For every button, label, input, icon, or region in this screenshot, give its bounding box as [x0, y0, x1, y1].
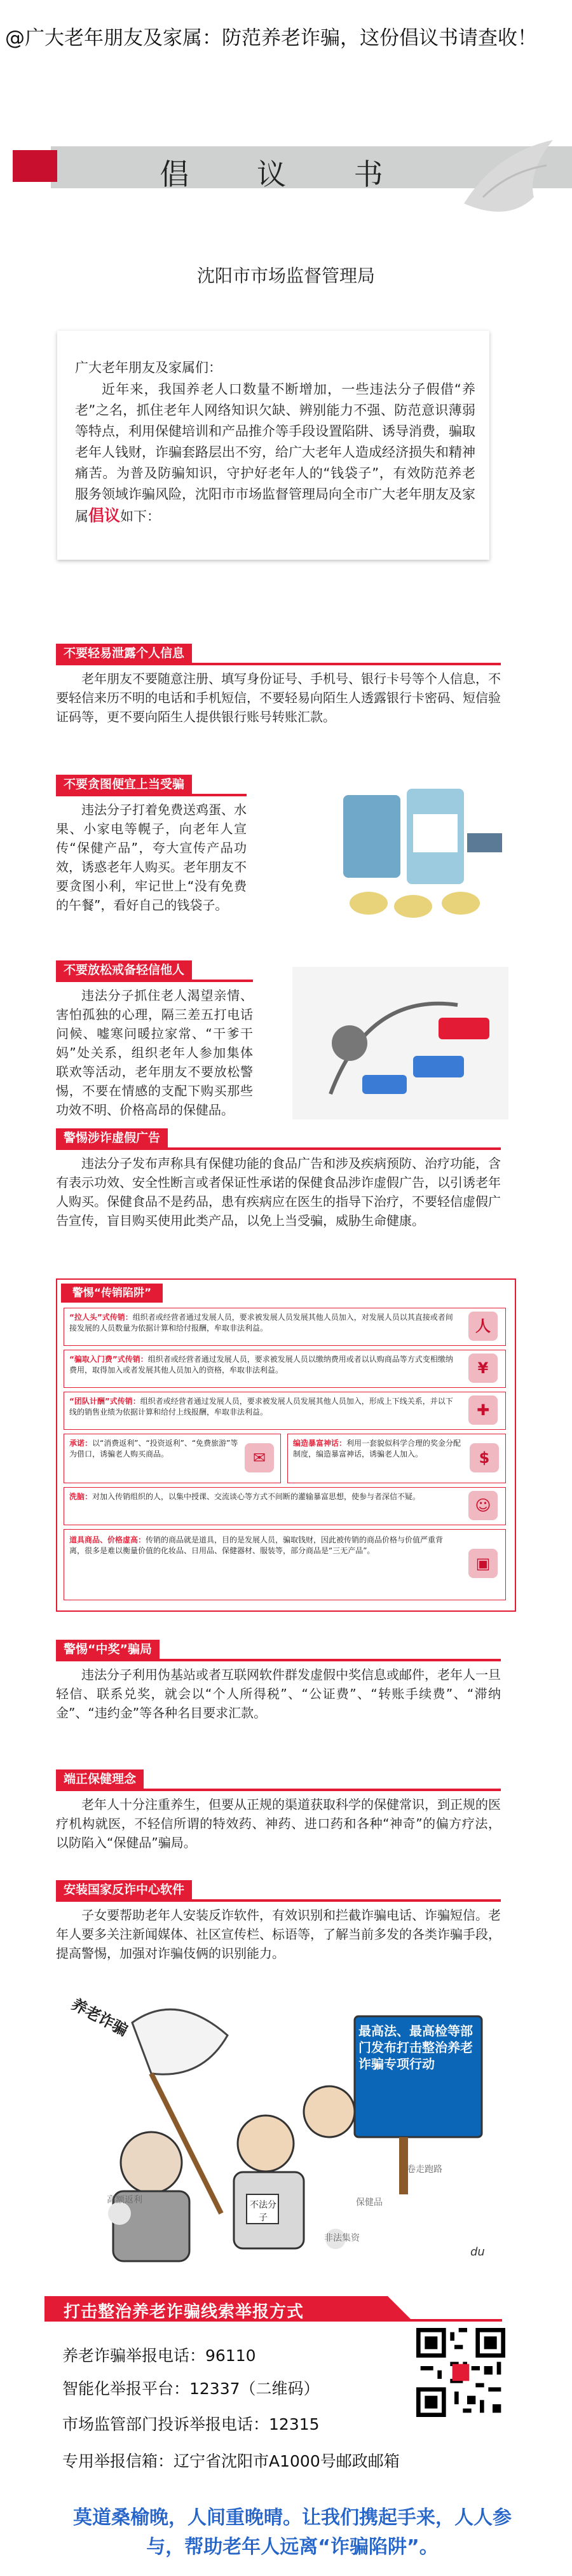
team-icon: ✚: [468, 1395, 498, 1425]
section-underline: [56, 663, 501, 665]
headline: @广大老年朋友及家属：防范养老诈骗，这份倡议书请查收！: [5, 27, 537, 50]
letter-body: 近年来，我国养老人口数量不断增加，一些违法分子假借“养老”之名，抓住老年人网络知识欠缺、辨别能力不强、防范意识薄弱等特点，利用保健培训和产品推介等手段设置陷阱、诱导消费，骗取老年人钱财，诈骗套路层出不穷，给广大老年人造成经济损失和精神痛苦。为普及防骗知识，守护好老年人的“钱袋子”，有效防范养老服务领域诈骗风险，沈阳市市场监督管理局向全市广大老年朋友及家属倡议如下：: [75, 382, 475, 525]
scam-item: “拉人头”式传销：组织者或经营者通过发展人员，要求被发展人员发展其他人员加入，对发展人员以其直接或者间接发展的人员数量为依据计算和给付报酬，牟取非法利益。 人: [64, 1308, 506, 1346]
scam-item: 编造暴富神话：利用一套貌似科学合理的奖金分配制度，编造暴富神话，诱骗老人加入。 $: [287, 1434, 506, 1483]
banner-dove-decoration: [458, 127, 559, 242]
qr-code-icon[interactable]: [416, 2328, 505, 2417]
report-phone: 养老诈骗举报电话：96110: [62, 2346, 256, 2365]
trap-illustration: [292, 967, 508, 1119]
bubble-label: 保健品: [356, 2198, 383, 2208]
section-title-app: 安装国家反诈中心软件: [56, 1880, 192, 1899]
section-underline: [56, 980, 253, 982]
section-text-app: 子女要帮助老年人安装反诈软件，有效识别和拦截诈骗电话、诈骗短信。老年人要多关注新闻媒体、社区宣传栏、标语等，了解当前多发的各类诈骗手段，提高警惕，加强对诈骗伎俩的识别能力。: [56, 1908, 501, 1961]
bubble-label: 非法集资: [324, 2233, 360, 2243]
letter-greeting: 广大老年朋友及家属们：: [75, 360, 222, 375]
person-icon: 人: [468, 1312, 498, 1341]
scam-item: 道具商品、价格虚高：传销的商品就是道具，目的是发展人员，骗取钱财，因此被传销的商品价格与价值严重背离，很多是难以衡量价值的化妆品、日用品、保健器材、服装等，部分商品是“三无产品”。 ▣: [64, 1529, 506, 1600]
section-text-health: 老年人十分注重养生，但要从正规的渠道获取科学的保健常识，到正规的医疗机构就医，不轻信所谓的特效药、神药、进口药和各种“神奇”的偏方疗法，以防陷入“保健品”骗局。: [56, 1797, 501, 1850]
section-title-trust: 不要放松戒备轻信他人: [56, 960, 192, 980]
section-title-freebies: 不要贪图便宜上当受骗: [56, 775, 192, 794]
scam-item: 承诺：以“消费返利”、“投资返利”、“免费旅游”等为借口，诱骗老人购买商品。 ✉: [64, 1434, 281, 1483]
issuer: 沈阳市市场监督管理局: [196, 265, 375, 286]
section-underline: [56, 794, 247, 796]
section-title-health: 端正保健理念: [56, 1769, 144, 1789]
letter-emphasis: 倡议: [88, 506, 121, 525]
dollar-icon: $: [470, 1443, 499, 1472]
report-title: 打击整治养老诈骗线索举报方式: [64, 2302, 304, 2322]
report-platform: 智能化举报平台：12337（二维码）: [62, 2379, 320, 2398]
closing-message: 莫道桑榆晚，人间重晚晴。让我们携起手来，人人参与，帮助老年人远离“诈骗陷阱”。: [73, 2507, 512, 2558]
section-underline: [56, 1659, 501, 1661]
scam-item: 洗脑：对加入传销组织的人，以集中授课、交流谈心等方式不间断的灌输暴富思想，使参与者深信不疑。 ☺: [64, 1487, 506, 1525]
section-underline: [56, 1789, 501, 1791]
report-market-phone: 市场监管部门投诉举报电话：12315: [62, 2415, 320, 2434]
scam-item: “团队计酬”式传销：组织者或经营者通过发展人员，要求被发展人员发展其他人员加入，形成上下线关系，并以下线的销售业绩为依据计算和给付上线报酬，牟取非法利益。 ✚: [64, 1392, 506, 1430]
supplement-illustration: [318, 776, 508, 929]
artist-signature: du: [470, 2245, 485, 2259]
scam-box-title: 警惕“传销陷阱”: [61, 1284, 163, 1303]
report-mailbox: 专用举报信箱：辽宁省沈阳市A1000号邮政邮箱: [62, 2452, 400, 2470]
section-title-privacy: 不要轻易泄露个人信息: [56, 644, 192, 663]
anti-fraud-sign-text: 最高法、最高检等部门发布打击整治养老诈骗专项行动: [358, 2023, 473, 2072]
section-title-ads: 警惕涉诈虚假广告: [56, 1128, 168, 1147]
money-icon: ¥: [468, 1354, 498, 1383]
criminal-label: 不法分子: [250, 2200, 276, 2223]
section-text-privacy: 老年朋友不要随意注册、填写身份证号、手机号、银行卡号等个人信息，不要轻信来历不明的电话和手机短信，不要轻易向陌生人透露银行卡密码、短信验证码等，更不要向陌生人提供银行账号转账汇款。: [56, 671, 501, 724]
section-title-lottery: 警惕“中奖”骗局: [56, 1640, 160, 1659]
bubble-label: 卷走跑路: [407, 2164, 442, 2175]
mail-icon: ✉: [245, 1443, 274, 1472]
bubble-label: 高额返利: [107, 2195, 142, 2205]
section-text-trust: 违法分子抓住老人渴望亲情、害怕孤独的心理，隔三差五打电话问候、嘘寒问暖拉家常、“干爹干妈”处关系，组织老年人参加集体联欢等活动，老年朋友不要放松警惕，不要在情感的支配下购买那些功效不明、价格高昂的保健品。: [56, 988, 253, 1118]
box-icon: ▣: [468, 1549, 498, 1578]
face-icon: ☺: [468, 1491, 498, 1520]
section-text-ads: 违法分子发布声称具有保健功能的食品广告和涉及疾病预防、治疗功能，含有表示功效、安全性断言或者保证性承诺的保健食品涉诈虚假广告，以引诱老年人购买。保健食品不是药品，患有疾病应在医生的指导下治疗，不要轻信虚假广告宣传，盲目购买使用此类产品，以免上当受骗，威胁生命健康。: [56, 1156, 501, 1228]
section-text-freebies: 违法分子打着免费送鸡蛋、水果、小家电等幌子，向老年人宣传“保健产品”，夸大宣传产品功效，诱惑老年人购买。老年朋友不要贪图小利，牢记世上“没有免费的午餐”，看好自己的钱袋子。: [56, 802, 247, 913]
section-underline: [56, 1147, 501, 1150]
section-underline: [56, 1899, 501, 1902]
elder-net-label: 养老诈骗: [68, 1995, 131, 2040]
section-text-lottery: 违法分子利用伪基站或者互联网软件群发虚假中奖信息或邮件，老年人一旦轻信、联系兑奖，就会以“个人所得税”、“公证费”、“转账手续费”、“滞纳金”、“违约金”等各种名目要求汇款。: [56, 1667, 501, 1721]
proposal-title: 倡 议 书: [160, 157, 412, 191]
scam-item: “骗取入门费”式传销：组织者或经营者通过发展人员，要求被发展人员以缴纳费用或者以认购商品等方式变相缴纳费用，取得加入或者发展其他人员加入的资格，牟取非法利益。 ¥: [64, 1350, 506, 1388]
